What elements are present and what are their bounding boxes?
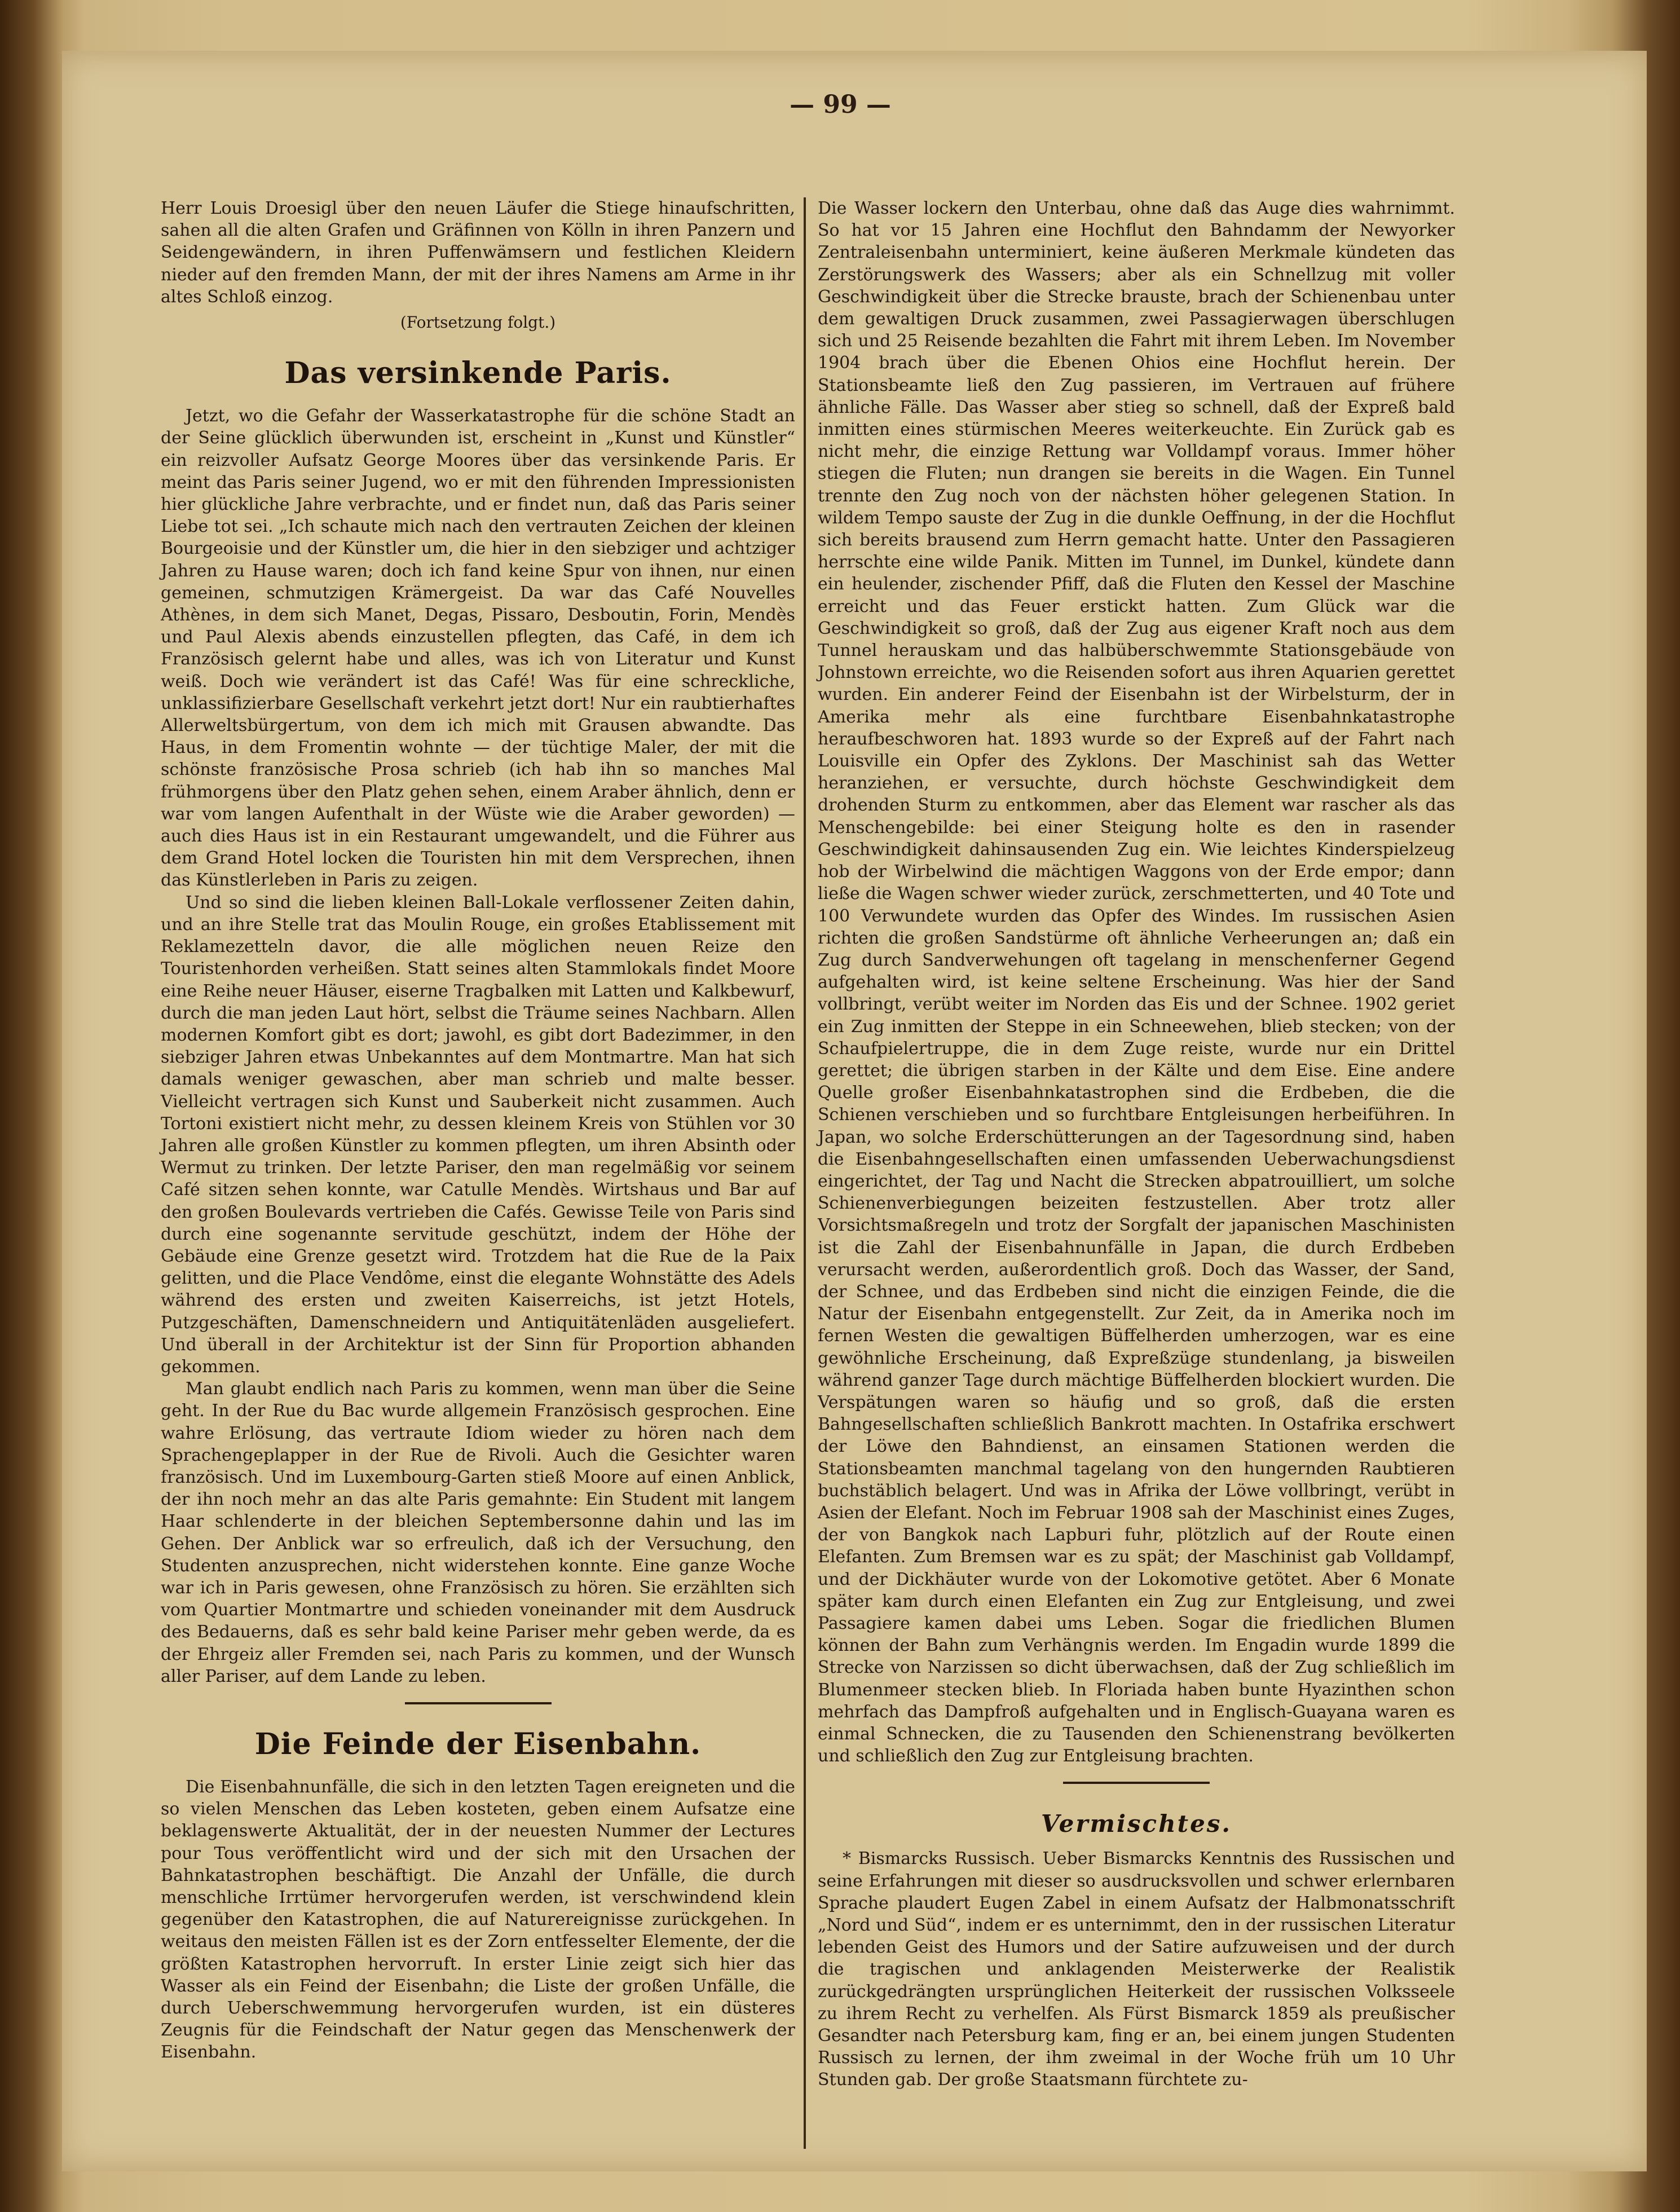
section-title-miscellaneous: Vermischtes. xyxy=(1040,1810,1232,1838)
continued-note: (Fortsetzung folgt.) xyxy=(400,313,556,332)
bismarck-paragraph: * Bismarcks Russisch. Ueber Bismarcks Kenntnis des Russischen und seine Erfahrungen mit dieser so ausdrucksvollen und schwer erlernbaren Sprache plaudert Eugen Zabel in einem Aufsatz der Halbmonatsschrift „Nord und Süd“, indem er es unternimmt, den in der russischen Literatur lebenden Geist des Humors und der Satire aufzuweisen und der durch die tragischen und anklagenden Meisterwerke der Realistik zurückgedrängten ursprünglichen Heiterkeit der russischen Volksseele zu ihrem Recht zu verhelfen. Als Fürst Bismarck 1859 als preußischer Gesandter nach Petersburg kam, fing er an, bei einem jungen Studenten Russisch zu lernen, der ihm zweimal in der Woche früh um 10 Uhr Stunden gab. Der große Staatsmann fürchtete zu- xyxy=(818,1849,1455,2090)
railway-paragraph-2: Die Wasser lockern den Unterbau, ohne daß das Auge dies wahrnimmt. So hat vor 15 Jahren eine Hochflut den Bahndamm der Newyorker Zentraleisenbahn unterminiert, keine äußeren Merkmale kündeten das Zerstörungswerk des Wassers; aber als ein Schnellzug mit voller Geschwindigkeit über die Strecke brauste, brach der Schienenbau unter dem gewaltigen Druck zusammen, zwei Passagierwagen überschlugen sich und 25 Reisende bezahlten die Fahrt mit ihrem Leben. Im November 1904 brach über die Ebenen Ohios eine Hochflut herein. Der Stationsbeamte ließ den Zug passieren, im Vertrauen auf frühere ähnliche Fälle. Das Wasser aber stieg so schnell, daß der Expreß bald inmitten eines stürmischen Meeres weiterkeuchte. Ein Zurück gab es nicht mehr, die einzige Rettung war Volldampf voraus. Immer höher stiegen die Fluten; nun drangen sie bereits in die Wagen. Ein Tunnel trennte den Zug noch von der nächsten höher gelegenen Station. In wildem Tempo sauste der Zug in die dunkle Oeffnung, in der die Hochflut sich bereits brausend zum Herrn gemacht hatte. Unter den Passagieren herrschte eine wilde Panik. Mitten im Tunnel, im Dunkel, kündete dann ein heulender, zischender Pfiff, daß die Fluten den Kessel der Maschine erreicht und das Feuer erstickt hatten. Zum Glück war die Geschwindigkeit so groß, daß der Zug aus eigener Kraft noch aus dem Tunnel herauskam und das halbüberschwemmte Stationsgebäude von Johnstown erreichte, wo die Reisenden sofort aus ihren Aquarien gerettet wurden. Ein anderer Feind der Eisenbahn ist der Wirbelsturm, der in Amerika mehr als eine furchtbare Eisenbahnkatastrophe heraufbeschworen hat. 1893 wurde so der Expreß auf der Fahrt nach Louisville ein Opfer des Zyklons. Der Maschinist sah das Wetter heranziehen, er versuchte, durch höchste Geschwindigkeit dem drohenden Sturm zu entkommen, aber das Element war rascher als das Menschengebilde: bei einer Steigung holte es den in rasender Geschwindigkeit dahinsausenden Zug ein. Wie leichtes Kinderspielzeug hob der Wirbelwind die mächtigen Waggons von der Erde empor; dann ließe die Wagen schwer wieder zurück, zerschmetterten, und 40 Tote und 100 Verwundete wurden das Opfer des Windes. Im russischen Asien richten die großen Sandstürme oft ähnliche Verheerungen an; daß ein Zug durch Sandverwehungen oft tagelang in menschenferner Gegend aufgehalten wird, ist keine seltene Erscheinung. Was hier der Sand vollbringt, verübt weiter im Norden das Eis und der Schnee. 1902 geriet ein Zug inmitten der Steppe in ein Schneewehen, blieb stecken; von der Schaufpielertruppe, die in dem Zuge reiste, wurde nur ein Drittel gerettet; die übrigen starben in der Kälte und dem Eise. Eine andere Quelle großer Eisenbahnkatastrophen sind die Erdbeben, die die Schienen verschieben und so furchtbare Entgleisungen herbeiführen. In Japan, wo solche Erderschütterungen an der Tagesordnung sind, haben die Eisenbahngesellschaften einen umfassenden Ueberwachungsdienst eingerichtet, der Tag und Nacht die Strecken abpatrouilliert, um solche Schienenverbiegungen beizeiten festzustellen. Aber trotz aller Vorsichtsmaßregeln und trotz der Sorgfalt der japanischen Maschinisten ist die Zahl der Eisenbahnunfälle in Japan, die durch Erdbeben verursacht werden, außerordentlich groß. Doch das Wasser, der Sand, der Schnee, und das Erdbeben sind nicht die einzigen Feinde, die die Natur der Eisenbahn entgegenstellt. Zur Zeit, da in Amerika noch im fernen Westen die gewaltigen Büffelherden umherzogen, war es eine gewöhnliche Erscheinung, daß Expreßzüge stundenlang, ja bisweilen während ganzer Tage durch mächtige Büffelherden blockiert wurden. Die Verspätungen waren so häufig und so groß, daß die ersten Bahngesellschaften schließlich Bankrott machten. In Ostafrika erschwert der Löwe den Bahndienst, an einsamen Stationen werden die Stationsbeamten manchmal tagelang von den hungernden Raubtieren buchstäblich belagert. Und was in Afrika der Löwe vollbringt, verübt in Asien der Elefant. Noch im Februar 1908 sah der Maschinist eines Zuges, der von Bangkok nach Lapburi fuhr, plötzlich auf der Route einen Elefanten. Zum Bremsen war es zu spät; der Maschinist gab Volldampf, und der Dickhäuter wurde von der Lokomotive getötet. Aber 6 Monate später kam durch einen Elefanten ein Zug zur Entgleisung, und zwei Passagiere kamen dabei ums Leben. Sogar die friedlichen Blumen können der Bahn zum Verhängnis werden. Im Engadin wurde 1899 die Strecke von Narzissen so dicht überwachsen, daß der Zug schließlich im Blumenmeer stecken blieb. In Floriada haben bunte Hyazinthen schon mehrfach das Dampfroß aufgehalten und in Englisch-Guayana waren es einmal Schnecken, die zu Tausenden den Schienenstrang bevölkerten und schließlich den Zug zur Entgleisung brachten. xyxy=(818,199,1455,1766)
right-column xyxy=(818,197,1455,2091)
railway-paragraph-1: Die Eisenbahnunfälle, die sich in den letzten Tagen ereigneten und die so vielen Menschen das Leben kosteten, geben einem Aufsatze eine beklagenswerte Aktualität, der in der neuesten Nummer der Lectures pour Tous veröffentlicht wird und der sich mit den Ursachen der Bahnkatastrophen beschäftigt. Die Anzahl der Unfälle, die durch menschliche Irrtümer hervorgerufen werden, ist verschwindend klein gegenüber den Katastrophen, die auf Naturereignisse zurückgehen. In weitaus den meisten Fällen ist es der Zorn entfesselter Elemente, der die größten Katastrophen hervorruft. In erster Linie zeigt sich hier das Wasser als ein Feind der Eisenbahn; die Liste der großen Unfälle, die durch Ueberschwemmung hervorgerufen wurden, ist ein düsteres Zeugnis für die Feindschaft der Natur gegen das Menschenwerk der Eisenbahn. xyxy=(161,1777,795,2063)
left-column xyxy=(161,197,795,2064)
article-title-paris: Das versinkende Paris. xyxy=(284,356,672,391)
paris-paragraph-1: Jetzt, wo die Gefahr der Wasserkatastrophe für die schöne Stadt an der Seine glücklich überwunden ist, erscheint in „Kunst und Künstler“ ein reizvoller Aufsatz George Moores über das versinkende Paris. Er meint das Paris seiner Jugend, wo er mit den führenden Impressionisten hier glückliche Jahre verbrachte, und er findet nun, daß das Paris seiner Liebe tot sei. „Ich schaute mich nach den vertrauten Zeichen der kleinen Bourgeoisie und der Künstler um, die hier in den siebziger und achtziger Jahren zu Hause waren; doch ich fand keine Spur von ihnen, nur einen gemeinen, schmutzigen Krämergeist. Da war das Café Nouvelles Athènes, in dem sich Manet, Degas, Pissaro, Desboutin, Forin, Mendès und Paul Alexis abends einzustellen pflegten, das Café, in dem ich Französisch gelernt habe und alles, was ich von Literatur und Kunst weiß. Doch wie verändert ist das Café! Was für eine schreckliche, unklassifizierbare Gesellschaft verkehrt jetzt dort! Nur ein raubtierhaftes Allerweltsbürgertum, von dem ich mich mit Grausen abwandte. Das Haus, in dem Fromentin wohnte — der tüchtige Maler, der mit die schönste französische Prosa schrieb (ich hab ihn so manches Mal frühmorgens über den Platz gehen sehen, einem Araber ähnlich, denn er war vom langen Aufenthalt in der Wüste wie die Araber geworden) — auch dies Haus ist in ein Restaurant umgewandelt, und die Führer aus dem Grand Hotel locken die Touristen hin mit dem Versprechen, ihnen das Künstlerleben in Paris zu zeigen. xyxy=(161,406,795,891)
article-title-railway: Die Feinde der Eisenbahn. xyxy=(254,1727,702,1761)
intro-paragraph: Herr Louis Droesigl über den neuen Läufer die Stiege hinaufschritten, sahen all die alten Grafen und Gräfinnen von Kölln in ihren Panzern und Seidengewändern, in ihren Puffenwämsern und festlichen Kleidern nieder auf den fremden Mann, der mit der ihres Namens am Arme in ihr altes Schloß einzog. xyxy=(161,199,795,307)
column-divider xyxy=(804,197,806,2149)
page-number: — 99 — xyxy=(790,90,891,119)
section-rule-right xyxy=(1063,1782,1210,1784)
paris-paragraph-2: Und so sind die lieben kleinen Ball-Lokale verflossener Zeiten dahin, und an ihre Stelle trat das Moulin Rouge, ein großes Etablissement mit Reklamezetteln davor, die alle möglichen neuen Reize den Touristenhorden verheißen. Statt seines alten Stammlokals findet Moore eine Reihe neuer Häuser, eiserne Tragbalken mit Latten und Kalkbewurf, durch die man jeden Laut hört, selbst die Träume seines Nachbarn. Allen modernen Komfort gibt es dort; jawohl, es gibt dort Badezimmer, in den siebziger Jahren etwas Unbekanntes auf dem Montmartre. Man hat sich damals weniger gewaschen, aber man schrieb und malte besser. Vielleicht vertragen sich Kunst und Sauberkeit nicht zusammen. Auch Tortoni existiert nicht mehr, zu dessen kleinem Kreis von Stühlen vor 30 Jahren alle großen Künstler zu kommen pflegten, um ihren Absinth oder Wermut zu trinken. Der letzte Pariser, den man regelmäßig vor seinem Café sitzen sehen konnte, war Catulle Mendès. Wirtshaus und Bar auf den großen Boulevards vertrieben die Cafés. Gewisse Teile von Paris sind durch eine sogenannte servitude geschützt, indem der Höhe der Gebäude eine Grenze gesetzt wird. Trotzdem hat die Rue de la Paix gelitten, und die Place Vendôme, einst die elegante Wohnstätte des Adels während des ersten und zweiten Kaiserreichs, ist jetzt Hotels, Putzgeschäften, Damenschneidern und Antiquitätenläden ausgeliefert. Und überall in der Architektur ist der Sinn für Proportion abhanden gekommen. xyxy=(161,892,795,1377)
section-rule xyxy=(405,1702,552,1704)
paris-paragraph-3: Man glaubt endlich nach Paris zu kommen, wenn man über die Seine geht. In der Rue du Bac wurde allgemein Französisch gesprochen. Eine wahre Erlösung, das vertraute Idiom wieder zu hören nach dem Sprachengeplapper in der Rue de Rivoli. Auch die Gesichter waren französisch. Und im Luxembourg-Garten stieß Moore auf einen Anblick, der ihn noch mehr an das alte Paris gemahnte: Ein Student mit langem Haar schlenderte in der bleichen Septembersonne dahin und las im Gehen. Der Anblick war so erfreulich, daß ich der Versuchung, den Studenten anzusprechen, nicht widerstehen konnte. Eine ganze Woche war ich in Paris gewesen, ohne Französisch zu hören. Sie erzählten sich vom Quartier Montmartre und schieden voneinander mit dem Ausdruck des Bedauerns, daß es sehr bald keine Pariser mehr geben werde, da es der Ehrgeiz aller Fremden sei, nach Paris zu kommen, und der Wunsch aller Pariser, auf dem Lande zu leben. xyxy=(161,1379,795,1686)
